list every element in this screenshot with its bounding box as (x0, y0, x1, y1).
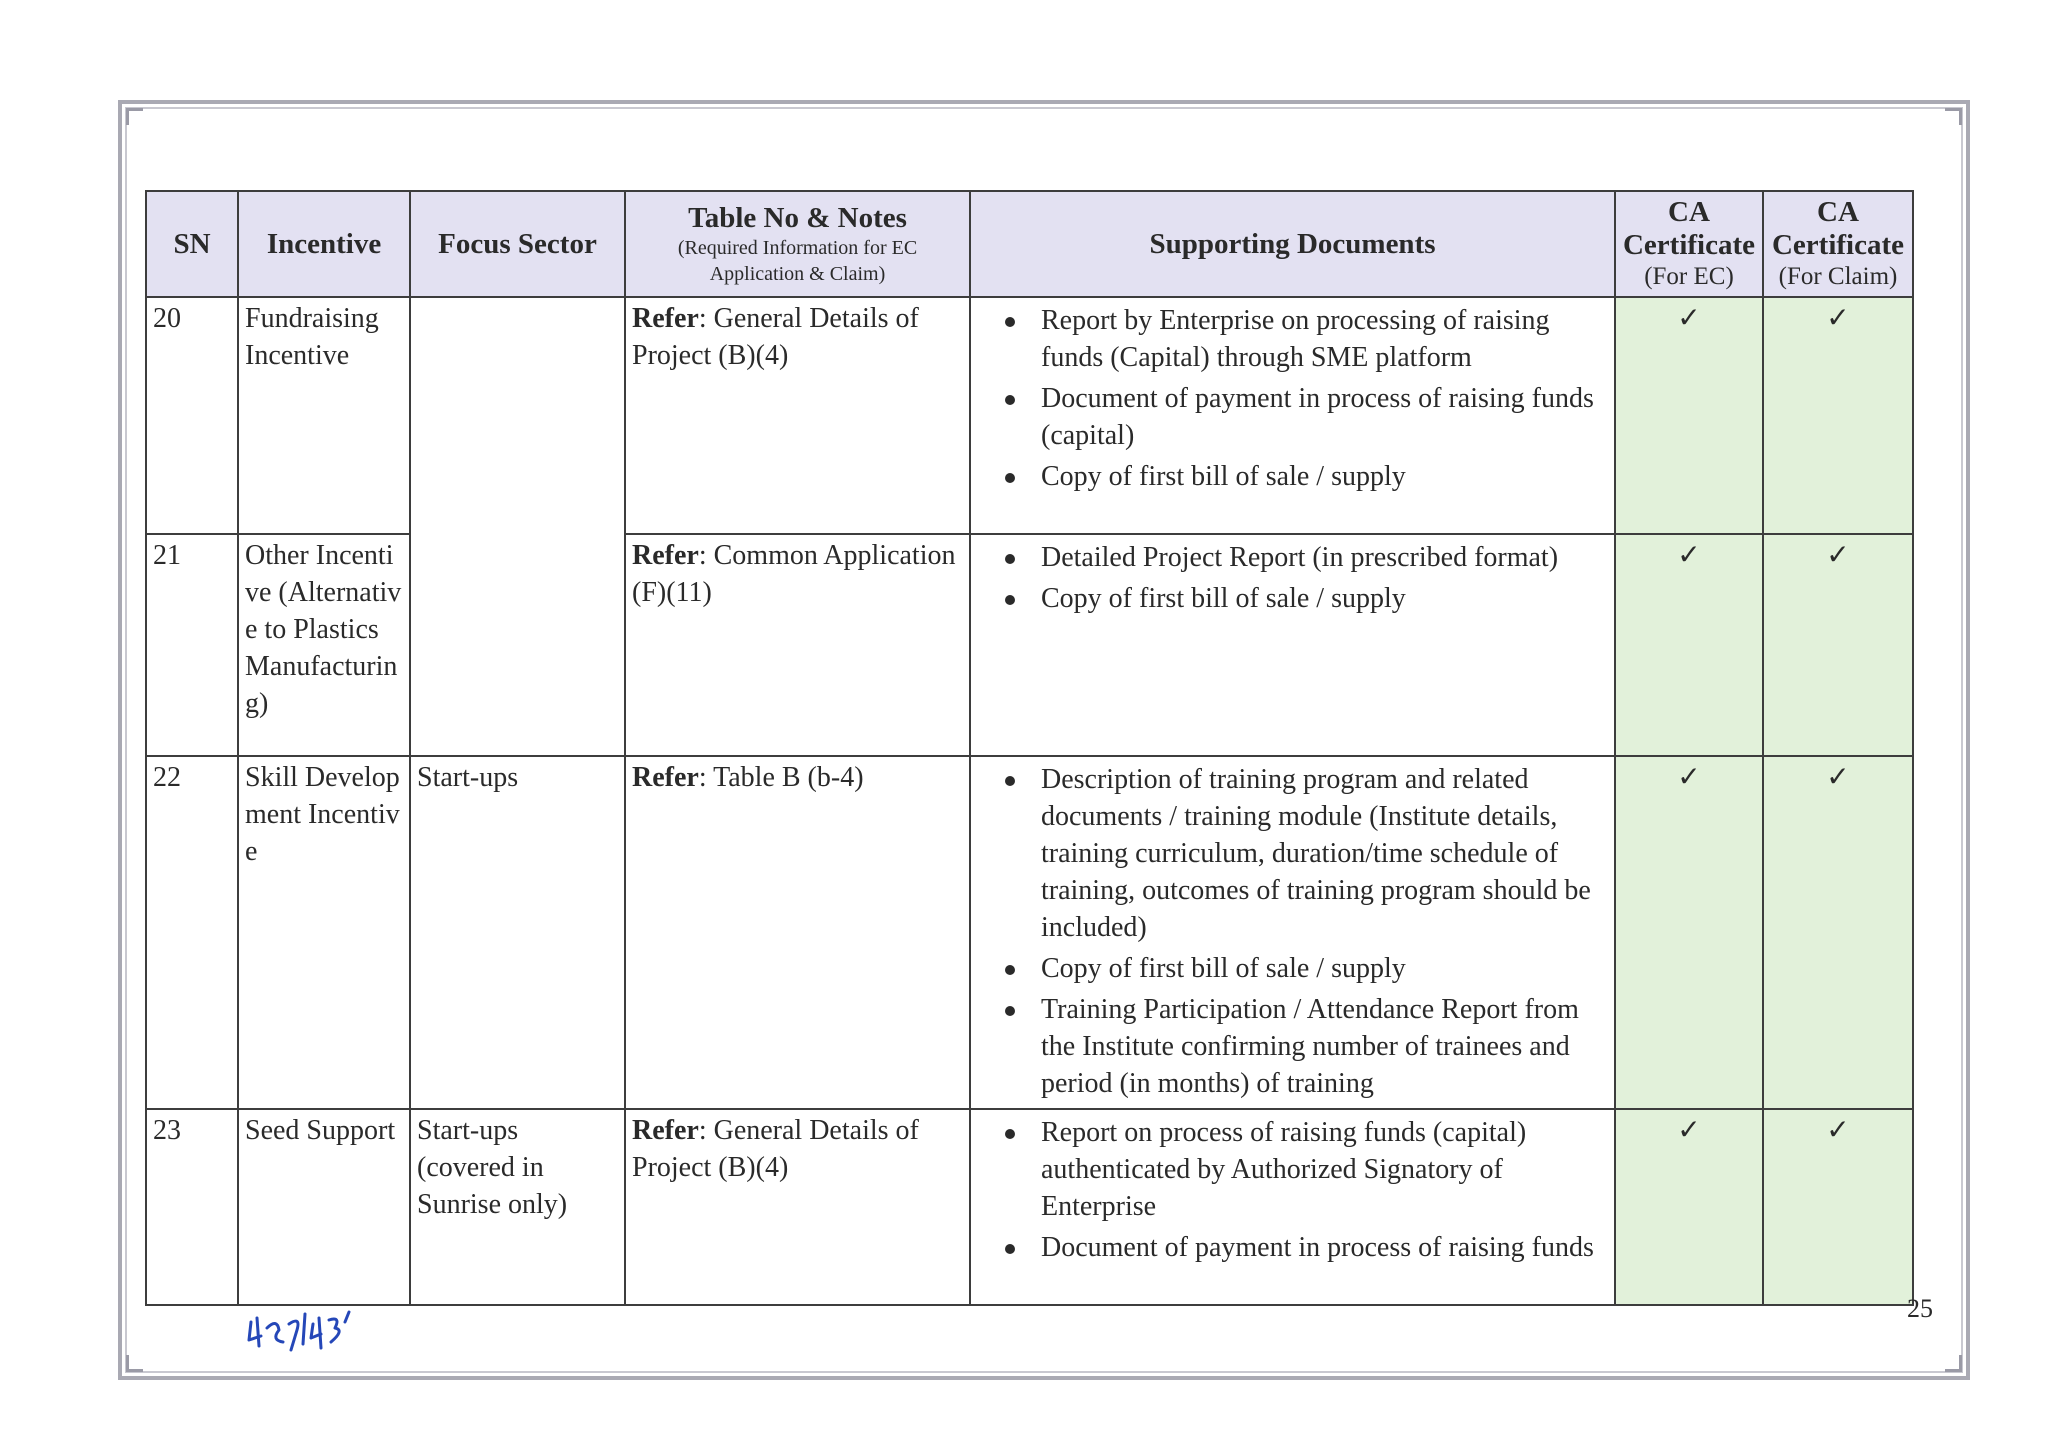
header-ca-certificate-ec (1615, 191, 1763, 297)
table-row (146, 1109, 1913, 1305)
cell-table-notes (625, 297, 970, 534)
checkmark-icon: ✓ (1763, 756, 1913, 1109)
checkmark-icon: ✓ (1763, 297, 1913, 534)
header-incentive: Incentive (238, 191, 410, 297)
refer-label: Refer (632, 762, 699, 793)
checkmark-icon: ✓ (1615, 1109, 1763, 1305)
frame-corner-ornament (1945, 1355, 1962, 1372)
header-ca-ec-title: CA Certificate (1622, 196, 1755, 261)
document-item: Document of payment in process of raising funds (1041, 1229, 1608, 1266)
refer-label: Refer (632, 303, 699, 334)
cell-supporting-documents (970, 297, 1615, 534)
cell-sn: 23 (146, 1109, 238, 1305)
document-list (977, 1114, 1608, 1266)
document-item: Copy of first bill of sale / supply (1041, 580, 1608, 617)
cell-sn: 21 (146, 534, 238, 756)
cell-supporting-documents (970, 756, 1615, 1109)
document-list (977, 761, 1608, 1102)
checkmark-icon: ✓ (1615, 297, 1763, 534)
header-supporting-documents: Supporting Documents (970, 191, 1615, 297)
cell-table-notes (625, 534, 970, 756)
cell-focus-sector (410, 297, 625, 756)
checkmark-icon: ✓ (1763, 534, 1913, 756)
frame-corner-ornament (126, 1355, 143, 1372)
table-row (146, 756, 1913, 1109)
handwritten-signature (245, 1300, 395, 1360)
refer-text: : Table B (b-4) (698, 762, 864, 793)
cell-incentive: Skill Development Incentive (238, 756, 410, 1109)
refer-text: : General Details of Project (B)(4) (632, 303, 919, 371)
checkmark-icon: ✓ (1763, 1109, 1913, 1305)
header-table-notes (625, 191, 970, 297)
cell-table-notes (625, 1109, 970, 1305)
header-ca-claim-title: CA Certificate (1771, 196, 1904, 261)
cell-focus-sector: Start-ups (410, 756, 625, 1109)
document-list (977, 539, 1608, 617)
refer-label: Refer (632, 540, 699, 571)
cell-incentive: Other Incentive (Alternative to Plastics Manufacturing) (238, 534, 410, 756)
document-item: Report on process of raising funds (capital) authenticated by Authorized Signatory of Enterprise (1041, 1114, 1608, 1225)
header-table-notes-title: Table No & Notes (688, 201, 907, 234)
cell-table-notes (625, 756, 970, 1109)
cell-sn: 20 (146, 297, 238, 534)
document-item: Detailed Project Report (in prescribed format) (1041, 539, 1608, 576)
refer-text: : Common Application (F)(11) (632, 540, 956, 608)
header-ca-ec-subtitle: (For EC) (1644, 263, 1734, 290)
checkmark-icon: ✓ (1615, 756, 1763, 1109)
document-item: Copy of first bill of sale / supply (1041, 950, 1608, 987)
header-ca-certificate-claim (1763, 191, 1913, 297)
table-row (146, 297, 1913, 534)
header-table-notes-subtitle: (Required Information for EC Application & Claim) (677, 236, 918, 285)
document-item: Document of payment in process of raising funds (capital) (1041, 380, 1608, 454)
cell-incentive: Seed Support (238, 1109, 410, 1305)
cell-supporting-documents (970, 534, 1615, 756)
table-header-row (146, 191, 1913, 297)
cell-incentive: Fundraising Incentive (238, 297, 410, 534)
frame-corner-ornament (126, 108, 143, 125)
frame-corner-ornament (1945, 108, 1962, 125)
page-number: 25 (1907, 1294, 1933, 1323)
checkmark-icon: ✓ (1615, 534, 1763, 756)
document-item: Report by Enterprise on processing of raising funds (Capital) through SME platform (1041, 302, 1608, 376)
document-item: Copy of first bill of sale / supply (1041, 458, 1608, 495)
header-ca-claim-subtitle: (For Claim) (1778, 263, 1898, 290)
supporting-documents-table (145, 190, 1914, 1306)
cell-sn: 22 (146, 756, 238, 1109)
document-item: Training Participation / Attendance Report from the Institute confirming number of trainees and period (in months) of training (1041, 991, 1608, 1102)
document-list (977, 302, 1608, 495)
header-sn: SN (146, 191, 238, 297)
document-item: Description of training program and related documents / training module (Institute details, training curriculum, duration/time schedule of training, outcomes of training program should be included) (1041, 761, 1608, 946)
refer-label: Refer (632, 1115, 699, 1146)
cell-focus-sector: Start-ups (covered in Sunrise only) (410, 1109, 625, 1305)
header-focus-sector: Focus Sector (410, 191, 625, 297)
refer-text: : General Details of Project (B)(4) (632, 1115, 919, 1183)
cell-supporting-documents (970, 1109, 1615, 1305)
